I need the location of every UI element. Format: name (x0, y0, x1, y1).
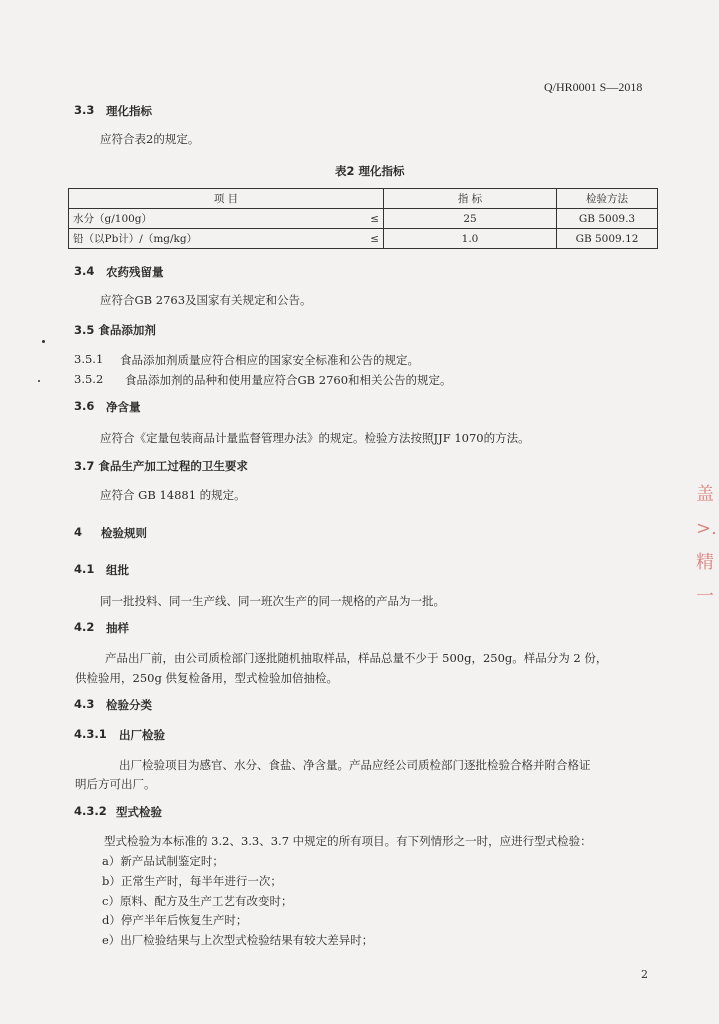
header-item: 项 目 (69, 189, 384, 209)
section-3-6-text: 应符合《定量包装商品计量监督管理办法》的规定。检验方法按照JJF 1070的方法。 (100, 431, 530, 445)
section-4-3-1-title: 出厂检验 (119, 728, 165, 742)
section-4-3-title: 检验分类 (106, 698, 152, 712)
section-3-7-text: 应符合 GB 14881 的规定。 (100, 488, 246, 502)
section-3-5-2-text: 食品添加剂的品种和使用量应符合GB 2760和相关公告的规定。 (125, 373, 452, 387)
section-4-3-2-number: 4.3.2 (74, 804, 107, 818)
page-number: 2 (641, 968, 648, 981)
list-item: a）新产品试制鉴定时； (102, 854, 224, 868)
section-4-3-2-text: 型式检验为本标准的 3.2、3.3、3.7 中规定的所有项目。有下列情形之一时，应进行型式检验： (104, 834, 592, 848)
section-3-5-1-text: 食品添加剂质量应符合相应的国家安全标准和公告的规定。 (120, 353, 419, 367)
section-4-3-1-line2: 明后方可出厂。 (75, 777, 156, 791)
section-4-2-number: 4.2 (74, 620, 95, 634)
section-4-1-title: 组批 (106, 563, 129, 577)
section-3-7-heading: 3.7 食品生产加工过程的卫生要求 (74, 459, 248, 473)
section-4-2-line2: 供检验用，250g 供复检备用，型式检验加倍抽检。 (75, 671, 338, 685)
row-value: 1.0 (384, 229, 557, 249)
section-4-2-title: 抽样 (106, 621, 129, 635)
section-3-4-title: 农药残留量 (106, 265, 164, 279)
section-4-number: 4 (74, 525, 83, 539)
red-seal-stamp: 盖 >. 精 一 (696, 484, 717, 607)
section-3-4-text: 应符合GB 2763及国家有关规定和公告。 (100, 293, 312, 307)
header-value: 指 标 (384, 189, 557, 209)
section-3-5-1-number: 3.5.1 (74, 352, 104, 366)
section-4-3-1-line1: 出厂检验项目为感官、水分、食盐、净含量。产品应经公司质检部门逐批检验合格并附合格证 (119, 758, 591, 772)
list-item: b）正常生产时，每半年进行一次； (102, 874, 282, 888)
speck (38, 380, 40, 382)
table-header-row (69, 189, 658, 209)
section-3-6-title: 净含量 (106, 400, 141, 414)
section-4-1-text: 同一批投料、同一生产线、同一班次生产的同一规格的产品为一批。 (100, 594, 445, 608)
section-3-3-number: 3.3 (74, 103, 95, 117)
row-operator: ≤ (353, 229, 384, 249)
row-item: 铅（以Pb计）/（mg/kg） (69, 229, 354, 249)
section-4-1-number: 4.1 (74, 562, 95, 576)
row-method: GB 5009.3 (557, 209, 658, 229)
section-3-3-text: 应符合表2的规定。 (100, 132, 200, 146)
speck (42, 340, 45, 343)
section-4-title: 检验规则 (101, 526, 147, 540)
section-3-3-title: 理化指标 (106, 104, 152, 118)
row-method: GB 5009.12 (557, 229, 658, 249)
header-method: 检验方法 (557, 189, 658, 209)
section-4-3-1-number: 4.3.1 (74, 727, 107, 741)
row-value: 25 (384, 209, 557, 229)
table2 (68, 188, 658, 249)
list-item: d）停产半年后恢复生产时； (102, 913, 248, 927)
section-4-3-2-title: 型式检验 (116, 805, 162, 819)
list-item: e）出厂检验结果与上次型式检验结果有较大差异时； (102, 933, 374, 947)
table-row (69, 229, 658, 249)
table2-caption: 表2 理化指标 (335, 164, 405, 178)
list-item: c）原料、配方及生产工艺有改变时； (102, 894, 293, 908)
section-4-2-line1: 产品出厂前，由公司质检部门逐批随机抽取样品，样品总量不少于 500g，250g。样品分为 2 份， (105, 651, 608, 665)
section-3-5-heading: 3.5 食品添加剂 (74, 323, 156, 337)
row-item: 水分（g/100g） (69, 209, 354, 229)
section-3-5-2-number: 3.5.2 (74, 372, 104, 386)
section-3-6-number: 3.6 (74, 399, 95, 413)
row-operator: ≤ (353, 209, 384, 229)
section-4-3-number: 4.3 (74, 697, 95, 711)
table-row (69, 209, 658, 229)
document-code: Q/HR0001 S—2018 (544, 80, 643, 94)
section-3-4-number: 3.4 (74, 264, 95, 278)
